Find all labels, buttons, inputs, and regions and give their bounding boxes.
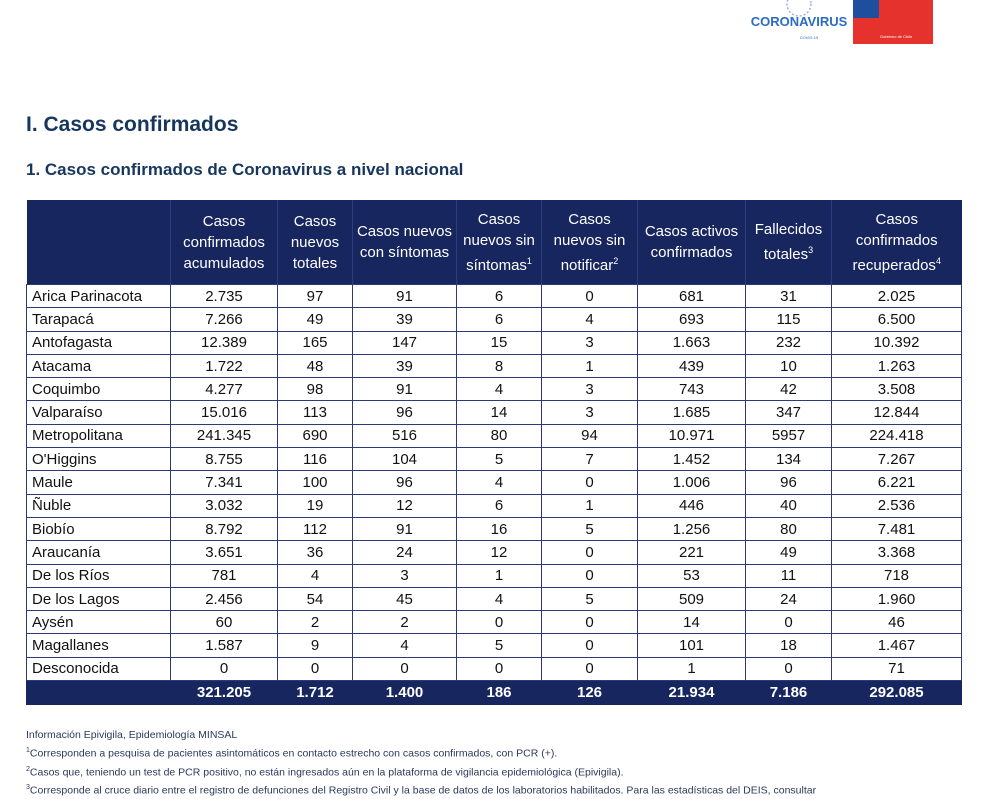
table-cell: 4: [457, 378, 542, 401]
region-name: Metropolitana: [27, 424, 171, 447]
total-cell: [27, 681, 171, 705]
table-cell: 693: [638, 308, 746, 331]
table-cell: 4.277: [171, 378, 278, 401]
table-cell: 2: [353, 611, 457, 634]
table-cell: 0: [457, 657, 542, 680]
table-cell: 1.685: [638, 401, 746, 424]
table-cell: 94: [542, 424, 638, 447]
table-cell: 24: [353, 541, 457, 564]
table-cell: 0: [278, 657, 353, 680]
table-cell: 49: [746, 541, 832, 564]
table-cell: 91: [353, 517, 457, 540]
table-row: [27, 424, 962, 447]
table-cell: 36: [278, 541, 353, 564]
table-row: [27, 634, 962, 657]
table-cell: 232: [746, 331, 832, 354]
table-cell: 7.481: [832, 517, 962, 540]
table-cell: 1.452: [638, 448, 746, 471]
table-cell: 446: [638, 494, 746, 517]
region-name: Biobío: [27, 517, 171, 540]
table-cell: 7.341: [171, 471, 278, 494]
table-cell: 6.221: [832, 471, 962, 494]
table-cell: 101: [638, 634, 746, 657]
region-name: Tarapacá: [27, 308, 171, 331]
table-cell: 116: [278, 448, 353, 471]
table-cell: 8.792: [171, 517, 278, 540]
table-cell: 221: [638, 541, 746, 564]
table-cell: 10.971: [638, 424, 746, 447]
table-cell: 3.508: [832, 378, 962, 401]
table-row: [27, 611, 962, 634]
region-name: Coquimbo: [27, 378, 171, 401]
region-name: Antofagasta: [27, 331, 171, 354]
table-cell: 681: [638, 285, 746, 308]
column-header-1: Casos confirmados acumulados: [171, 200, 278, 285]
table-cell: 6.500: [832, 308, 962, 331]
table-cell: 4: [542, 308, 638, 331]
table-row: [27, 587, 962, 610]
table-cell: 690: [278, 424, 353, 447]
table-cell: 6: [457, 494, 542, 517]
table-cell: 14: [638, 611, 746, 634]
table-cell: 54: [278, 587, 353, 610]
table-cell: 4: [457, 587, 542, 610]
table-row: [27, 494, 962, 517]
table-row: [27, 541, 962, 564]
table-row: [27, 448, 962, 471]
table-cell: 743: [638, 378, 746, 401]
table-cell: 15: [457, 331, 542, 354]
footnotes: [26, 727, 986, 799]
coronavirus-logo: [750, 0, 848, 44]
table-cell: 53: [638, 564, 746, 587]
table-cell: 516: [353, 424, 457, 447]
table-cell: 0: [542, 564, 638, 587]
table-cell: 1: [542, 494, 638, 517]
table-cell: 0: [542, 471, 638, 494]
table-cell: 1.263: [832, 354, 962, 377]
table-cell: 1.722: [171, 354, 278, 377]
table-cell: 5: [542, 517, 638, 540]
totals-row: [27, 681, 962, 705]
table-cell: 19: [278, 494, 353, 517]
table-cell: 40: [746, 494, 832, 517]
table-cell: 10.392: [832, 331, 962, 354]
table-cell: 781: [171, 564, 278, 587]
table-cell: 0: [542, 611, 638, 634]
column-header-5: Casos nuevos sin notificar$^2$: [542, 200, 638, 285]
gobierno-logo-text: Gobierno de Chile: [880, 34, 913, 39]
region-name: Araucanía: [27, 541, 171, 564]
table-cell: 112: [278, 517, 353, 540]
total-cell: 1.712: [278, 681, 353, 705]
region-name: De los Ríos: [27, 564, 171, 587]
table-cell: 12.389: [171, 331, 278, 354]
table-cell: 3.032: [171, 494, 278, 517]
table-cell: 0: [457, 611, 542, 634]
table-cell: 115: [746, 308, 832, 331]
table-cell: 439: [638, 354, 746, 377]
table-cell: 12: [457, 541, 542, 564]
cases-table: [26, 200, 962, 705]
table-cell: 2.025: [832, 285, 962, 308]
region-name: Maule: [27, 471, 171, 494]
table-cell: 80: [746, 517, 832, 540]
table-cell: 165: [278, 331, 353, 354]
flag-blue-block: [853, 0, 879, 18]
region-name: Aysén: [27, 611, 171, 634]
table-cell: 104: [353, 448, 457, 471]
table-cell: 1.587: [171, 634, 278, 657]
table-cell: 9: [278, 634, 353, 657]
column-header-4: Casos nuevos sin síntomas$^1$: [457, 200, 542, 285]
table-cell: 224.418: [832, 424, 962, 447]
table-cell: 12.844: [832, 401, 962, 424]
table-cell: 31: [746, 285, 832, 308]
table-cell: 0: [746, 657, 832, 680]
table-cell: 7.266: [171, 308, 278, 331]
total-cell: 126: [542, 681, 638, 705]
table-cell: 1.256: [638, 517, 746, 540]
table-cell: 1.960: [832, 587, 962, 610]
column-header-3: Casos nuevos con síntomas: [353, 200, 457, 285]
table-cell: 1: [457, 564, 542, 587]
total-cell: 292.085: [832, 681, 962, 705]
table-cell: 48: [278, 354, 353, 377]
coronavirus-logo-text: CORONAVIRUS: [750, 14, 848, 29]
table-cell: 509: [638, 587, 746, 610]
table-cell: 80: [457, 424, 542, 447]
table-cell: 97: [278, 285, 353, 308]
table-cell: 347: [746, 401, 832, 424]
table-cell: 100: [278, 471, 353, 494]
table-cell: 15.016: [171, 401, 278, 424]
table-row: [27, 285, 962, 308]
table-cell: 6: [457, 285, 542, 308]
table-cell: 42: [746, 378, 832, 401]
total-cell: 321.205: [171, 681, 278, 705]
table-cell: 3.651: [171, 541, 278, 564]
table-cell: 241.345: [171, 424, 278, 447]
table-cell: 0: [542, 285, 638, 308]
table-cell: 46: [832, 611, 962, 634]
table-row: [27, 378, 962, 401]
region-name: Arica Parinacota: [27, 285, 171, 308]
table-cell: 98: [278, 378, 353, 401]
table-cell: 7.267: [832, 448, 962, 471]
total-cell: 7.186: [746, 681, 832, 705]
table-cell: 96: [353, 471, 457, 494]
total-cell: 21.934: [638, 681, 746, 705]
table-cell: 2.456: [171, 587, 278, 610]
table-cell: 96: [353, 401, 457, 424]
table-cell: 24: [746, 587, 832, 610]
region-name: De los Lagos: [27, 587, 171, 610]
table-cell: 14: [457, 401, 542, 424]
table-cell: 5957: [746, 424, 832, 447]
table-cell: 0: [542, 634, 638, 657]
footnote-source: Información Epivigila, Epidemiología MINSAL: [26, 729, 238, 741]
table-row: [27, 401, 962, 424]
coronavirus-logo-subtext: COVID-19: [799, 35, 819, 40]
table-cell: 7: [542, 448, 638, 471]
table-header-row: [27, 200, 962, 285]
table-cell: 0: [353, 657, 457, 680]
table-cell: 0: [542, 541, 638, 564]
table-cell: 11: [746, 564, 832, 587]
table-cell: 45: [353, 587, 457, 610]
table-cell: 1: [638, 657, 746, 680]
table-row: [27, 471, 962, 494]
total-cell: 1.400: [353, 681, 457, 705]
table-cell: 60: [171, 611, 278, 634]
table-cell: 10: [746, 354, 832, 377]
column-header-7: Fallecidos totales$^3$: [746, 200, 832, 285]
table-cell: 2.536: [832, 494, 962, 517]
table-cell: 3: [542, 378, 638, 401]
table-cell: 113: [278, 401, 353, 424]
table-cell: 3: [542, 331, 638, 354]
table-cell: 0: [746, 611, 832, 634]
table-cell: 1: [542, 354, 638, 377]
table-cell: 49: [278, 308, 353, 331]
table-cell: 134: [746, 448, 832, 471]
table-cell: 147: [353, 331, 457, 354]
footnote-3: $^3$Corresponde al cruce diario entre el registro de defunciones del Registro Civil y la base de datos de los laboratorios habilitados. Para las estadísticas del DEIS, consultar: [26, 784, 817, 797]
table-row: [27, 517, 962, 540]
table-cell: 5: [457, 448, 542, 471]
table-cell: 5: [457, 634, 542, 657]
table-cell: 3: [353, 564, 457, 587]
section-title: I. Casos confirmados: [26, 113, 239, 136]
table-row: [27, 564, 962, 587]
table-cell: 1.006: [638, 471, 746, 494]
table-cell: 8: [457, 354, 542, 377]
table-row: [27, 308, 962, 331]
table-cell: 3: [542, 401, 638, 424]
table-cell: 3.368: [832, 541, 962, 564]
table-cell: 4: [278, 564, 353, 587]
gobierno-de-chile-logo: [853, 0, 933, 44]
table-cell: 0: [171, 657, 278, 680]
region-name: Ñuble: [27, 494, 171, 517]
region-name: Desconocida: [27, 657, 171, 680]
table-title: 1. Casos confirmados de Coronavirus a nivel nacional: [26, 160, 464, 179]
table-cell: 39: [353, 354, 457, 377]
table-cell: 96: [746, 471, 832, 494]
region-name: O'Higgins: [27, 448, 171, 471]
region-name: Atacama: [27, 354, 171, 377]
footnote-2: $^2$Casos que, teniendo un test de PCR positivo, no están ingresados aún en la plataforma de vigilancia epidemiológica (Epivigila).: [26, 765, 624, 778]
table-row: [27, 331, 962, 354]
column-header-8: Casos confirmados recuperados$^4$: [832, 200, 962, 285]
table-body: [27, 285, 962, 705]
column-header-6: Casos activos confirmados: [638, 200, 746, 285]
table-cell: 4: [353, 634, 457, 657]
total-cell: 186: [457, 681, 542, 705]
table-cell: 718: [832, 564, 962, 587]
table-cell: 5: [542, 587, 638, 610]
table-cell: 91: [353, 378, 457, 401]
table-cell: 39: [353, 308, 457, 331]
table-cell: 0: [542, 657, 638, 680]
table-row: [27, 354, 962, 377]
region-name: Valparaíso: [27, 401, 171, 424]
table-cell: 4: [457, 471, 542, 494]
table-cell: 2.735: [171, 285, 278, 308]
table-cell: 18: [746, 634, 832, 657]
region-name: Magallanes: [27, 634, 171, 657]
footnote-1: $^1$Corresponden a pesquisa de pacientes asintomáticos en contacto estrecho con casos confirmados, con PCR (+).: [26, 747, 558, 760]
table-cell: 16: [457, 517, 542, 540]
table-row: [27, 657, 962, 680]
table-cell: 6: [457, 308, 542, 331]
table-cell: 71: [832, 657, 962, 680]
table-cell: 1.663: [638, 331, 746, 354]
table-cell: 91: [353, 285, 457, 308]
table-cell: 12: [353, 494, 457, 517]
column-header-0: [27, 200, 171, 285]
table-cell: 2: [278, 611, 353, 634]
table-cell: 8.755: [171, 448, 278, 471]
column-header-2: Casos nuevos totales: [278, 200, 353, 285]
table-cell: 1.467: [832, 634, 962, 657]
